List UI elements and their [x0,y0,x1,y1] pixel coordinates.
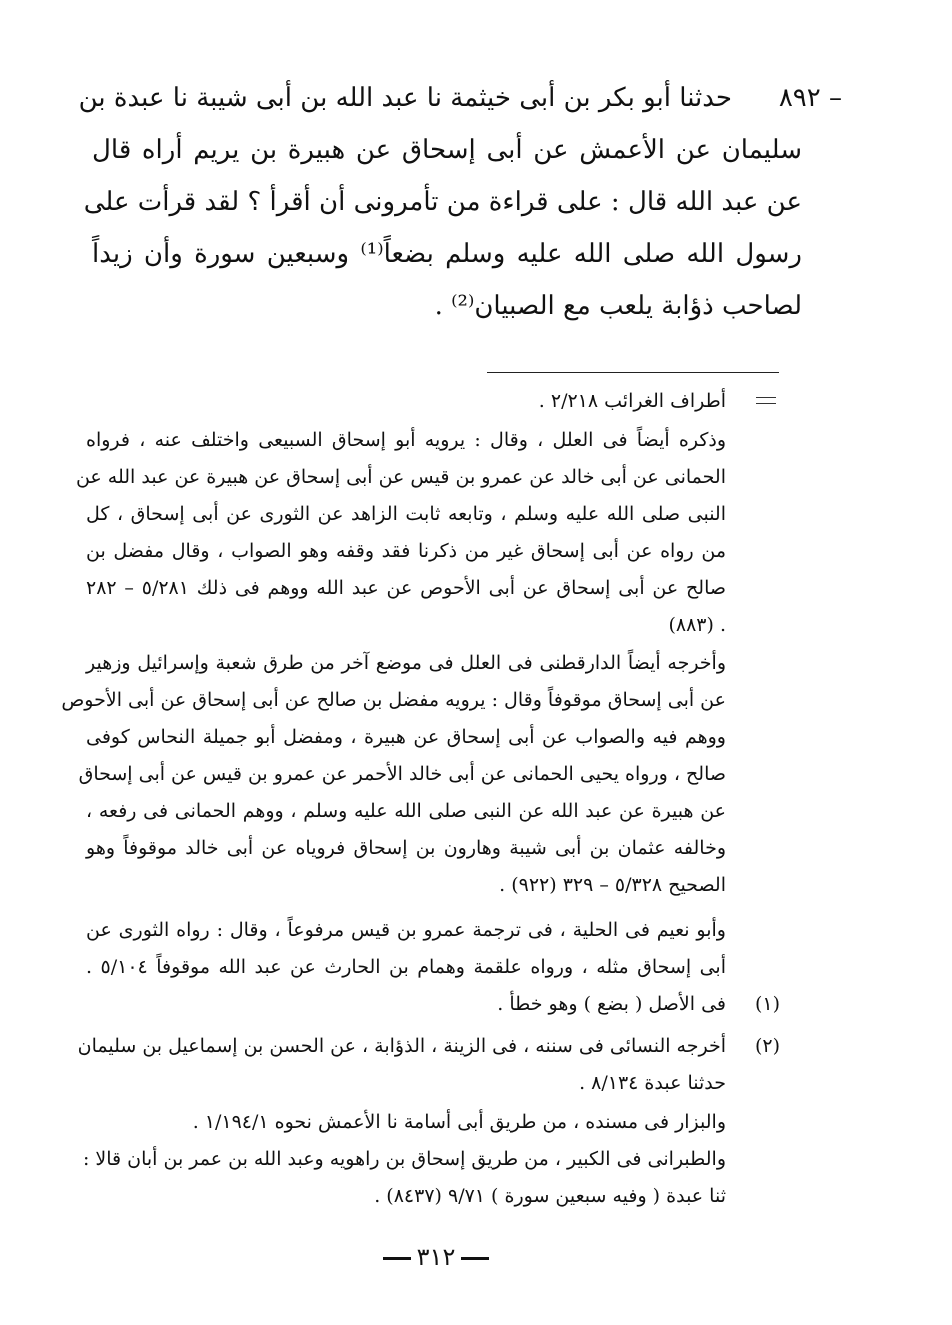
footnote-2-line: والطبرانى فى الكبير ، من طريق إسحاق بن راهويه وعبد الله بن عمر بن أبان قالا : [82,1148,726,1170]
footnote-line: وخالفه عثمان بن أبى شيبة وهارون بن إسحاق فروياه عن أبى خالد موقوفاً وهو [86,837,726,859]
footnote-1-text: فى الأصل ( بضع ) وهو خطأ . [497,993,726,1015]
hadith-line: لصاحب ذؤابة يلعب مع الصبيان⁽²⁾ . [434,291,802,321]
hadith-line: حدثنا أبو بكر بن أبى خيثمة نا عبد الله بن أبى شيبة نا عبدة بن [78,83,732,113]
footnote-2-line: حدثنا عبدة ٨/١٣٤ . [579,1072,726,1094]
footnote-line: النبى صلى الله عليه وسلم ، وتابعه ثابت الزاهد عن الثورى عن أبى إسحاق ، كل [86,503,726,525]
page-number-value: ٣١٢ [416,1243,456,1271]
hadith-line: رسول الله صلى الله عليه وسلم بضعاً⁽¹⁾ وسبعين سورة وأن زيداً [92,239,802,269]
footnote-line: وذكره أيضاً فى العلل ، وقال : يرويه أبو إسحاق السبيعى واختلف عنه ، فرواه [86,429,726,451]
footnote-2-line: ثنا عبدة ( وفيه سبعين سورة ) ٩/٧١ (٨٤٣٧) . [374,1185,726,1207]
hadith-line: سليمان عن الأعمش عن أبى إسحاق عن هبيرة بن يريم أراه قال [92,135,802,165]
page-number-dash [383,1257,411,1260]
footnote-line: (٨٨٣) . [668,614,726,636]
footnote-2-line: أخرجه النسائى فى سننه ، فى الزينة ، الذؤابة ، عن الحسن بن إسماعيل بن سليمان [77,1035,726,1057]
footnote-line: صالح ، ورواه يحيى الحمانى عن أبى خالد الأحمر عن عمرو بن قيس عن أبى إسحاق [78,763,726,785]
footnote-line: عن أبى إسحاق موقوفاً وقال : يرويه مفضل بن صالح عن أبى إسحاق عن أبى الأحوص [61,689,726,711]
footnote-line: صالح عن أبى إسحاق عن أبى الأحوص عن عبد الله ووهم فى ذلك ٥/٢٨١ – ٢٨٢ [86,577,726,599]
footnote-2-marker: (٢) [754,1035,780,1057]
footnote-1-marker: (١) [754,993,780,1015]
footnote-line: وأخرجه أيضاً الدارقطنى فى العلل فى موضع آخر من طرق شعبة وإسرائيل وزهير [86,652,726,674]
page-number [376,1240,496,1274]
footnote-separator [487,372,779,373]
hadith-line: عن عبد الله قال : على قراءة من تأمرونى أن أقرأ ؟ لقد قرأت على [83,187,802,217]
footnote-2-line: والبزار فى مسنده ، من طريق أبى أسامة نا الأعمش نحوه ١/١٩٤/١ . [192,1111,726,1133]
continuation-marker-text [756,408,757,409]
page-number-dash [461,1257,489,1260]
continuation-marker [756,392,776,412]
footnote-line: الحمانى عن أبى خالد عن عمرو بن قيس عن أبى إسحاق عن هبيرة عن عبد الله عن [75,466,726,488]
footnote-line: وأبو نعيم فى الحلية ، فى ترجمة عمرو بن قيس مرفوعاً ، وقال : رواه الثورى عن [86,919,726,941]
footnote-line: أبى إسحاق مثله ، ورواه علقمة وهمام بن الحارث عن عبد الله موقوفاً ٥/١٠٤ . [86,956,726,978]
footnote-line: عن هبيرة عن عبد الله عن النبى صلى الله عليه وسلم ، ووهم الحمانى فى رفعه ، [86,800,726,822]
footnote-line: من رواه عن أبى إسحاق غير من ذكرنا فقد وقفه وهو الصواب ، وقال مفضل بن [86,540,726,562]
footnote-line: ووهم فيه والصواب عن أبى إسحاق عن هبيرة ، ومفضل أبو جميلة النحاس كوفى [86,726,726,748]
hadith-number: ٨٩٢ – [778,83,842,113]
footnote-line: الصحيح ٥/٣٢٨ – ٣٢٩ (٩٢٢) . [499,874,726,896]
footnote-line: أطراف الغرائب ٢/٢١٨ . [538,390,726,412]
